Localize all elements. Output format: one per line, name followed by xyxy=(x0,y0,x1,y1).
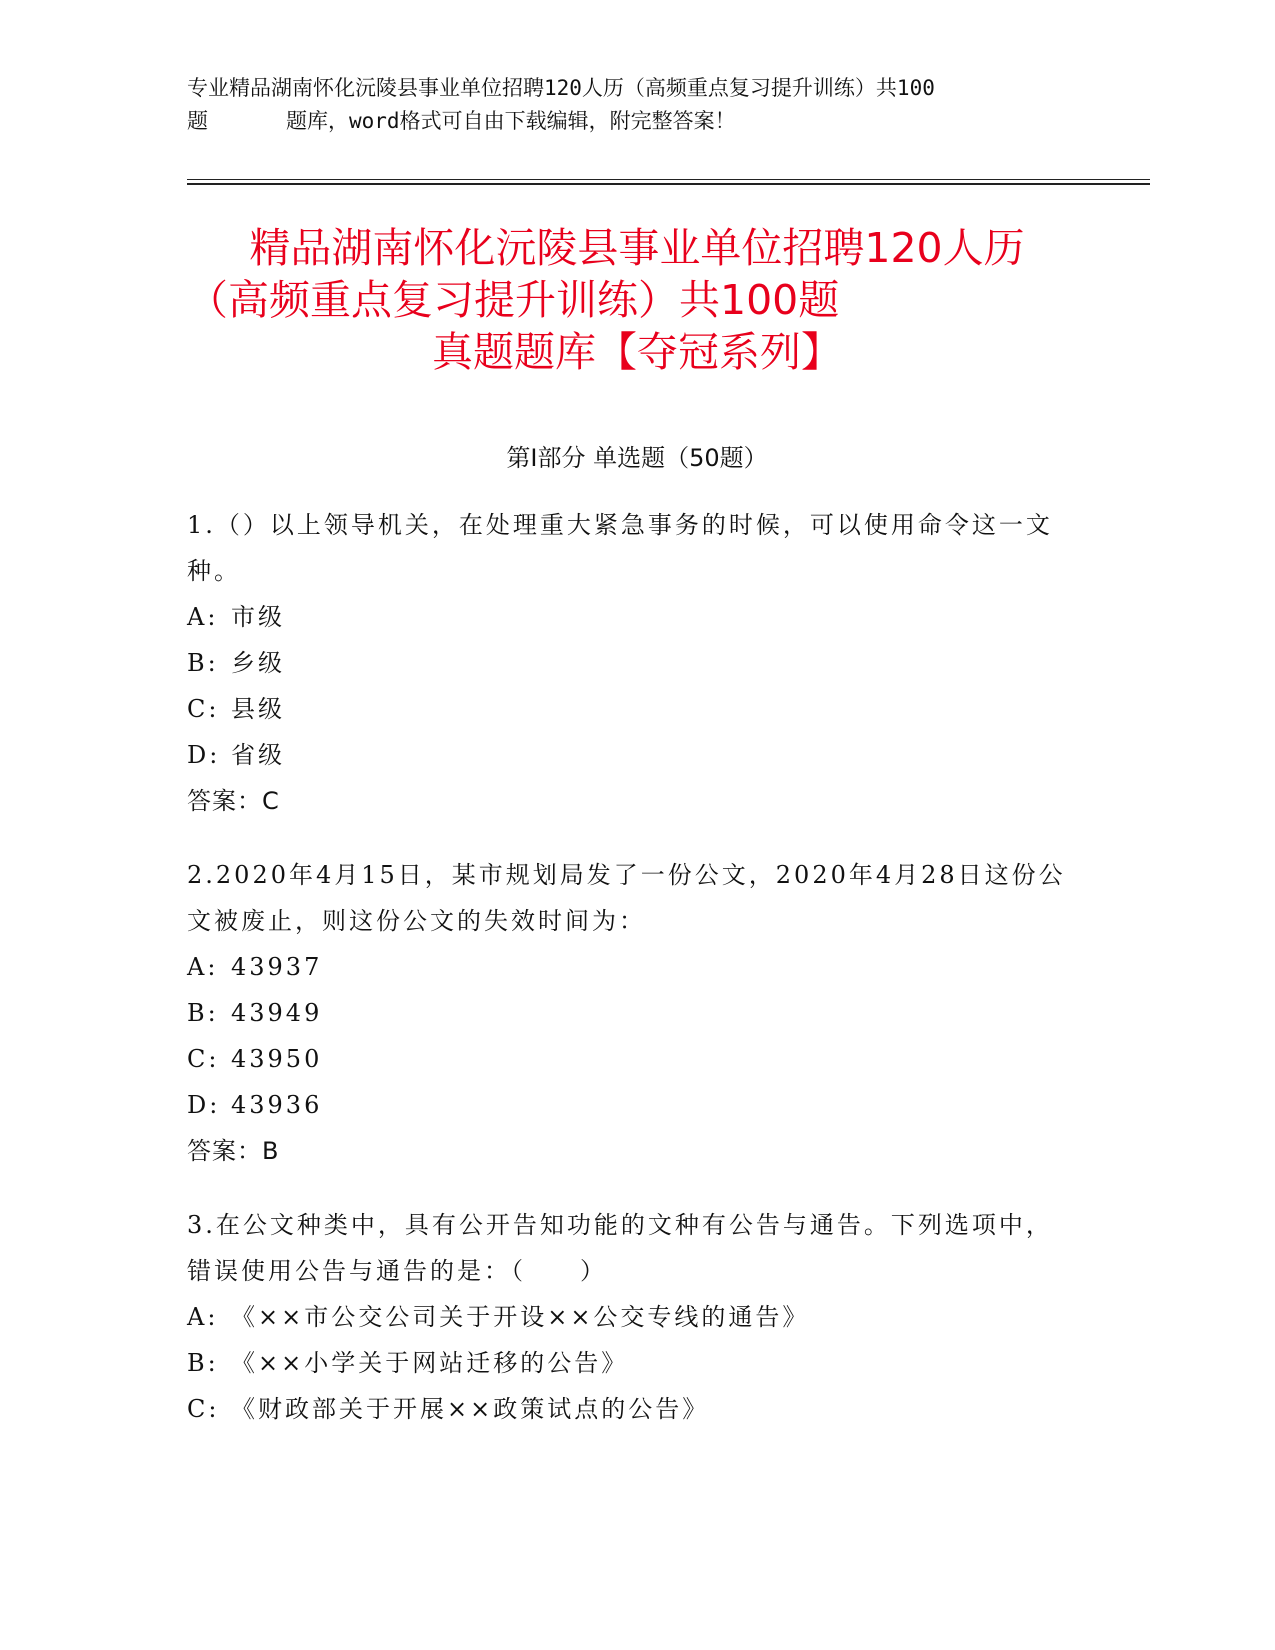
header-line-1: 专业精品湖南怀化沅陵县事业单位招聘120人历（高频重点复习提升训练）共100 xyxy=(187,76,935,100)
option-c xyxy=(187,1036,1067,1082)
option-a xyxy=(187,944,1067,990)
option-text: 43950 xyxy=(231,1045,323,1073)
option-key: C: xyxy=(187,1045,220,1073)
option-key: B: xyxy=(187,1349,219,1377)
question-stem: 3.在公文种类中，具有公开告知功能的文种有公告与通告。下列选项中，错误使用公告与通告的是：（ ） xyxy=(187,1211,1053,1285)
document-title xyxy=(187,222,1087,378)
option-d xyxy=(187,732,1067,778)
option-text: 《××小学关于网站迁移的公告》 xyxy=(231,1349,629,1377)
answer: 答案：C xyxy=(187,787,280,815)
title-line-3: 真题题库【夺冠系列】 xyxy=(432,328,842,376)
option-key: C: xyxy=(187,695,220,723)
option-key: A: xyxy=(187,1303,219,1331)
question-1 xyxy=(187,502,1067,824)
option-key: D: xyxy=(187,741,221,769)
question-2 xyxy=(187,852,1067,1174)
question-stem: 1.（）以上领导机关，在处理重大紧急事务的时候，可以使用命令这一文种。 xyxy=(187,511,1053,585)
header-line-2 xyxy=(187,105,1087,138)
option-key: C: xyxy=(187,1395,220,1423)
question-stem: 2.2020年4月15日，某市规划局发了一份公文，2020年4月28日这份公文被废止，则这份公文的失效时间为： xyxy=(187,861,1066,935)
option-text: 市级 xyxy=(231,603,285,631)
option-b xyxy=(187,640,1067,686)
answer: 答案：B xyxy=(187,1137,280,1165)
title-line-2: （高频重点复习提升训练）共100题 xyxy=(187,276,840,324)
option-key: A: xyxy=(187,603,219,631)
title-line-1: 精品湖南怀化沅陵县事业单位招聘120人历 xyxy=(249,224,1025,272)
question-3 xyxy=(187,1202,1067,1432)
option-b xyxy=(187,990,1067,1036)
section-heading: 第Ⅰ部分 单选题（50题） xyxy=(506,444,768,472)
option-key: B: xyxy=(187,649,219,677)
option-text: 乡级 xyxy=(231,649,285,677)
option-text: 《财政部关于开展××政策试点的公告》 xyxy=(231,1395,710,1423)
option-text: 《××市公交公司关于开设××公交专线的通告》 xyxy=(231,1303,810,1331)
option-a xyxy=(187,594,1067,640)
page-header xyxy=(187,72,1087,138)
option-c xyxy=(187,686,1067,732)
option-a xyxy=(187,1294,1067,1340)
option-key: B: xyxy=(187,999,219,1027)
header-divider-thick xyxy=(187,183,1150,185)
option-key: A: xyxy=(187,953,219,981)
header-divider-thin xyxy=(187,179,1150,180)
header-line-2-right: 题库，word格式可自由下载编辑，附完整答案！ xyxy=(286,109,736,133)
option-text: 43936 xyxy=(231,1091,323,1119)
header-line-2-left: 题 xyxy=(187,109,208,133)
option-text: 43949 xyxy=(231,999,323,1027)
option-d xyxy=(187,1082,1067,1128)
option-text: 省级 xyxy=(231,741,285,769)
option-b xyxy=(187,1340,1067,1386)
option-text: 县级 xyxy=(231,695,285,723)
option-text: 43937 xyxy=(231,953,323,981)
option-key: D: xyxy=(187,1091,221,1119)
option-c xyxy=(187,1386,1067,1432)
